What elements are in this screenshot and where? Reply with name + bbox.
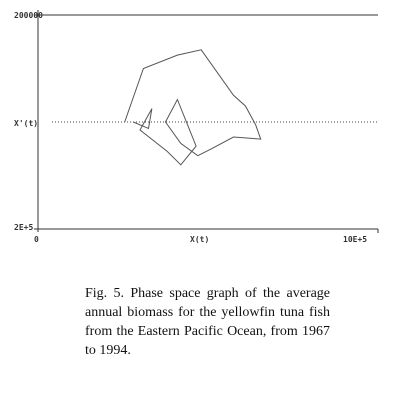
figure-caption: Fig. 5. Phase space graph of the average annual biomass for the yellowfin tuna fish from the Eastern Pacific Ocean, from 1967 to 1994. <box>85 286 330 358</box>
phase-trajectory <box>125 50 261 165</box>
x-axis-label: X(t) <box>190 235 210 244</box>
y-tick-label-bottom: 2E+5 <box>14 223 34 232</box>
x-tick-label-start: 0 <box>34 235 39 244</box>
y-axis-label: X'(t) <box>14 119 39 128</box>
x-tick-label-end: 10E+5 <box>343 235 368 244</box>
y-tick-label-top: 200000 <box>14 11 43 20</box>
